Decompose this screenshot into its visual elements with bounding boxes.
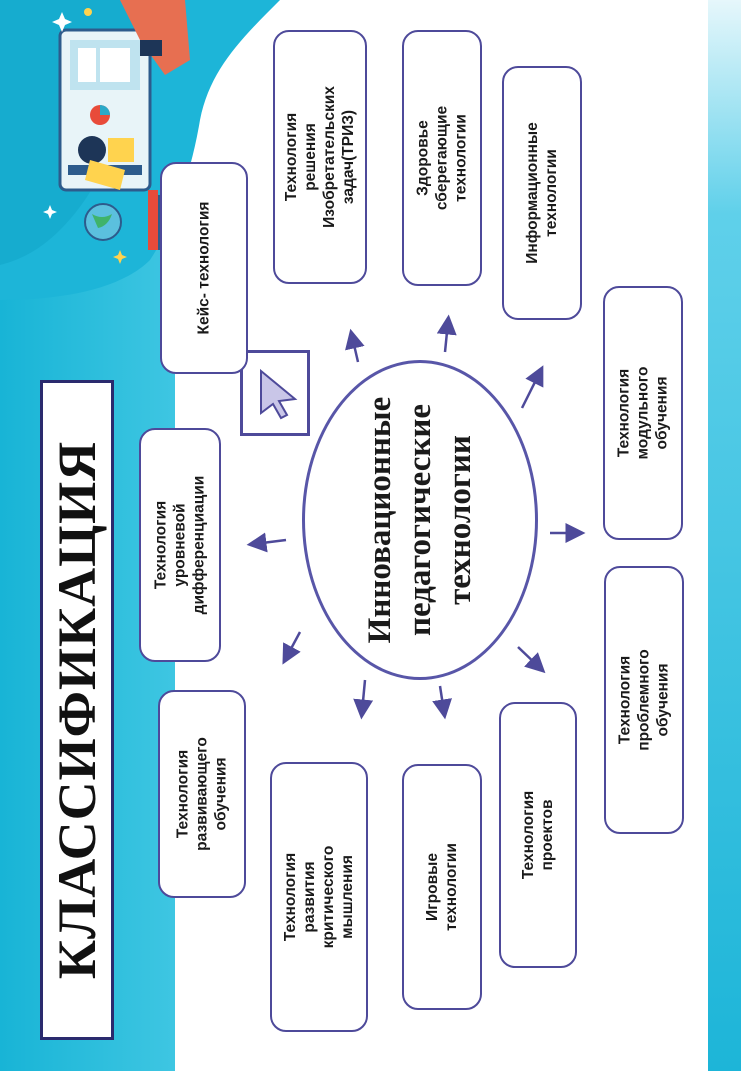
label-proekt: Технология проектов bbox=[520, 790, 556, 880]
cursor-icon bbox=[243, 353, 307, 433]
arrow-to-zdorov bbox=[445, 322, 448, 352]
label-inform: Информационные технологии bbox=[524, 122, 560, 264]
label-krit: Технология развития критического мышления bbox=[282, 845, 356, 949]
label-razv: Технология развивающего обучения bbox=[174, 737, 230, 851]
label-modul: Технология модульного обучения bbox=[615, 366, 671, 460]
arrow-to-inform bbox=[522, 372, 540, 408]
page-title: КЛАССИФИКАЦИЯ bbox=[47, 440, 107, 980]
label-zdorov: Здоровье сберегающие технологии bbox=[414, 105, 470, 211]
arrow-to-kejs bbox=[352, 336, 358, 362]
label-kejs: Кейс- технология bbox=[195, 201, 213, 335]
cursor-icon-box bbox=[240, 350, 310, 436]
arrow-to-proekt bbox=[440, 686, 444, 712]
label-urov: Технология уровневой дифференциации bbox=[152, 475, 208, 615]
label-triz: Технология решения Изобретательских задач(ТРИЗ) bbox=[283, 86, 357, 228]
label-igrovye: Игровые технологии bbox=[424, 843, 460, 931]
arrow-to-problem bbox=[518, 647, 540, 668]
arrow-to-urov bbox=[254, 540, 286, 544]
label-problem: Технология проблемного обучения bbox=[616, 649, 672, 751]
arrow-to-krit bbox=[286, 632, 300, 658]
center-label: Инновационные педагогические технологии bbox=[362, 396, 478, 644]
arrow-to-igrovye bbox=[362, 680, 365, 712]
